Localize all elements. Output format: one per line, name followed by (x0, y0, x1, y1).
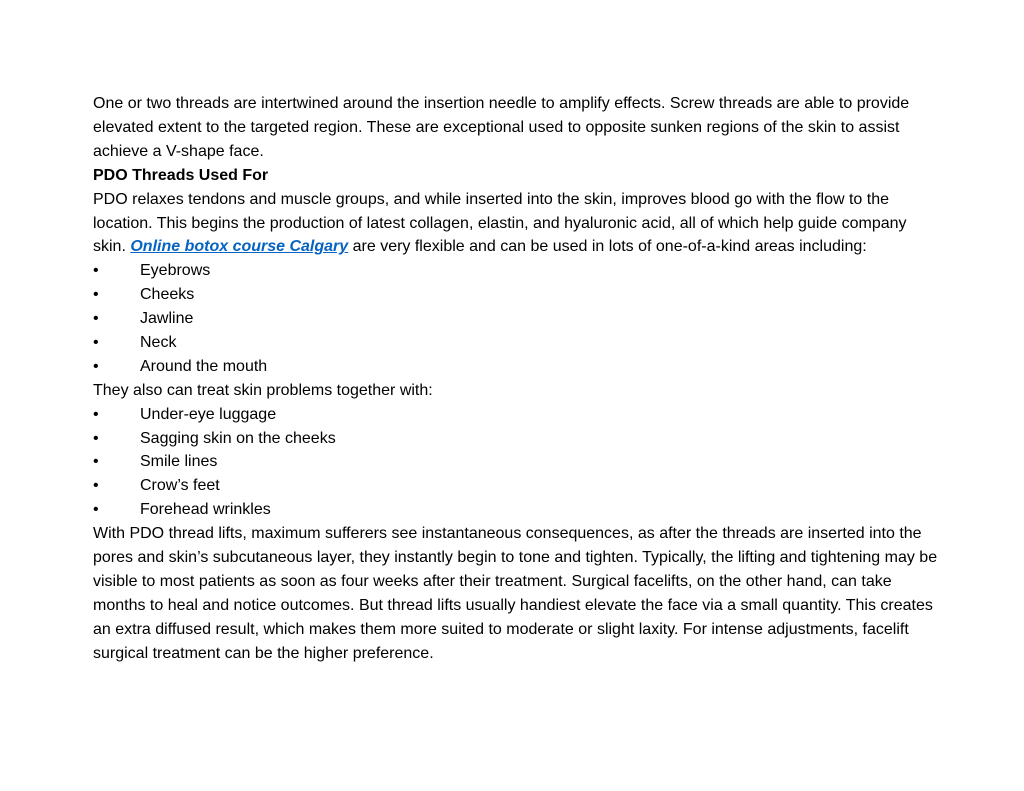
list-item (93, 474, 938, 498)
list-item (93, 498, 938, 522)
results-paragraph: With PDO thread lifts, maximum sufferers see instantaneous consequences, as after the threads are inserted into the pores and skin’s subcutaneous layer, they instantly begin to tone and tighten. Typically, the lifting and tightening may be visible to most patients as soon as four weeks after their treatment. Surgical facelifts, on the other hand, can take months to heal and notice outcomes. But thread lifts usually handiest elevate the face via a small quantity. This creates an extra diffused result, which makes them more suited to moderate or slight laxity. For intense adjustments, facelift surgical treatment can be the higher preference. (93, 525, 938, 662)
list-item (93, 307, 938, 331)
list-item (93, 403, 938, 427)
bullet-icon: • (93, 286, 99, 304)
bullet-icon: • (93, 429, 99, 447)
list-item (93, 331, 938, 355)
bullet-icon: • (93, 262, 99, 280)
description-paragraph (93, 188, 938, 260)
description-text-after-link: are very flexible and can be used in lots of one-of-a-kind areas including: (348, 238, 867, 256)
list-item (93, 283, 938, 307)
list-item-text: Eyebrows (140, 262, 211, 280)
bullet-icon: • (93, 501, 99, 519)
botox-course-link[interactable]: Online botox course Calgary (130, 238, 349, 256)
list-item-text: Smile lines (140, 453, 218, 471)
bullet-icon: • (93, 334, 99, 352)
list-item-text: Cheeks (140, 286, 195, 304)
list-item-text: Under-eye luggage (140, 405, 277, 423)
list-item (93, 259, 938, 283)
list-item-text: Around the mouth (140, 357, 268, 375)
bullet-icon: • (93, 357, 99, 375)
list-item-text: Forehead wrinkles (140, 501, 271, 519)
document-page (93, 92, 938, 666)
list-item-text: Neck (140, 334, 177, 352)
bullet-icon: • (93, 405, 99, 423)
list-item-text: Jawline (140, 310, 194, 328)
bullet-icon: • (93, 477, 99, 495)
intro-paragraph: One or two threads are intertwined around the insertion needle to amplify effects. Screw threads are able to provide elevated extent to the targeted region. These are exceptional used to opposite sunken regions of the skin to assist achieve a V-shape face. (93, 95, 910, 160)
list-item-text: Crow’s feet (140, 477, 220, 495)
bullet-icon: • (93, 310, 99, 328)
list-item (93, 450, 938, 474)
description-text-before-link: PDO relaxes tendons and muscle groups, and while inserted into the skin, improves blood go with the flow to the location. This begins the production of latest collagen, elastin, and hyaluronic acid, all of which help guide company skin. (93, 190, 907, 256)
list-item-text: Sagging skin on the cheeks (140, 429, 336, 447)
bullet-icon: • (93, 453, 99, 471)
list-item (93, 427, 938, 451)
list-item (93, 355, 938, 379)
section-heading: PDO Threads Used For (93, 166, 269, 184)
problems-list (93, 403, 938, 522)
problems-intro: They also can treat skin problems together with: (93, 381, 433, 399)
areas-list (93, 259, 938, 378)
